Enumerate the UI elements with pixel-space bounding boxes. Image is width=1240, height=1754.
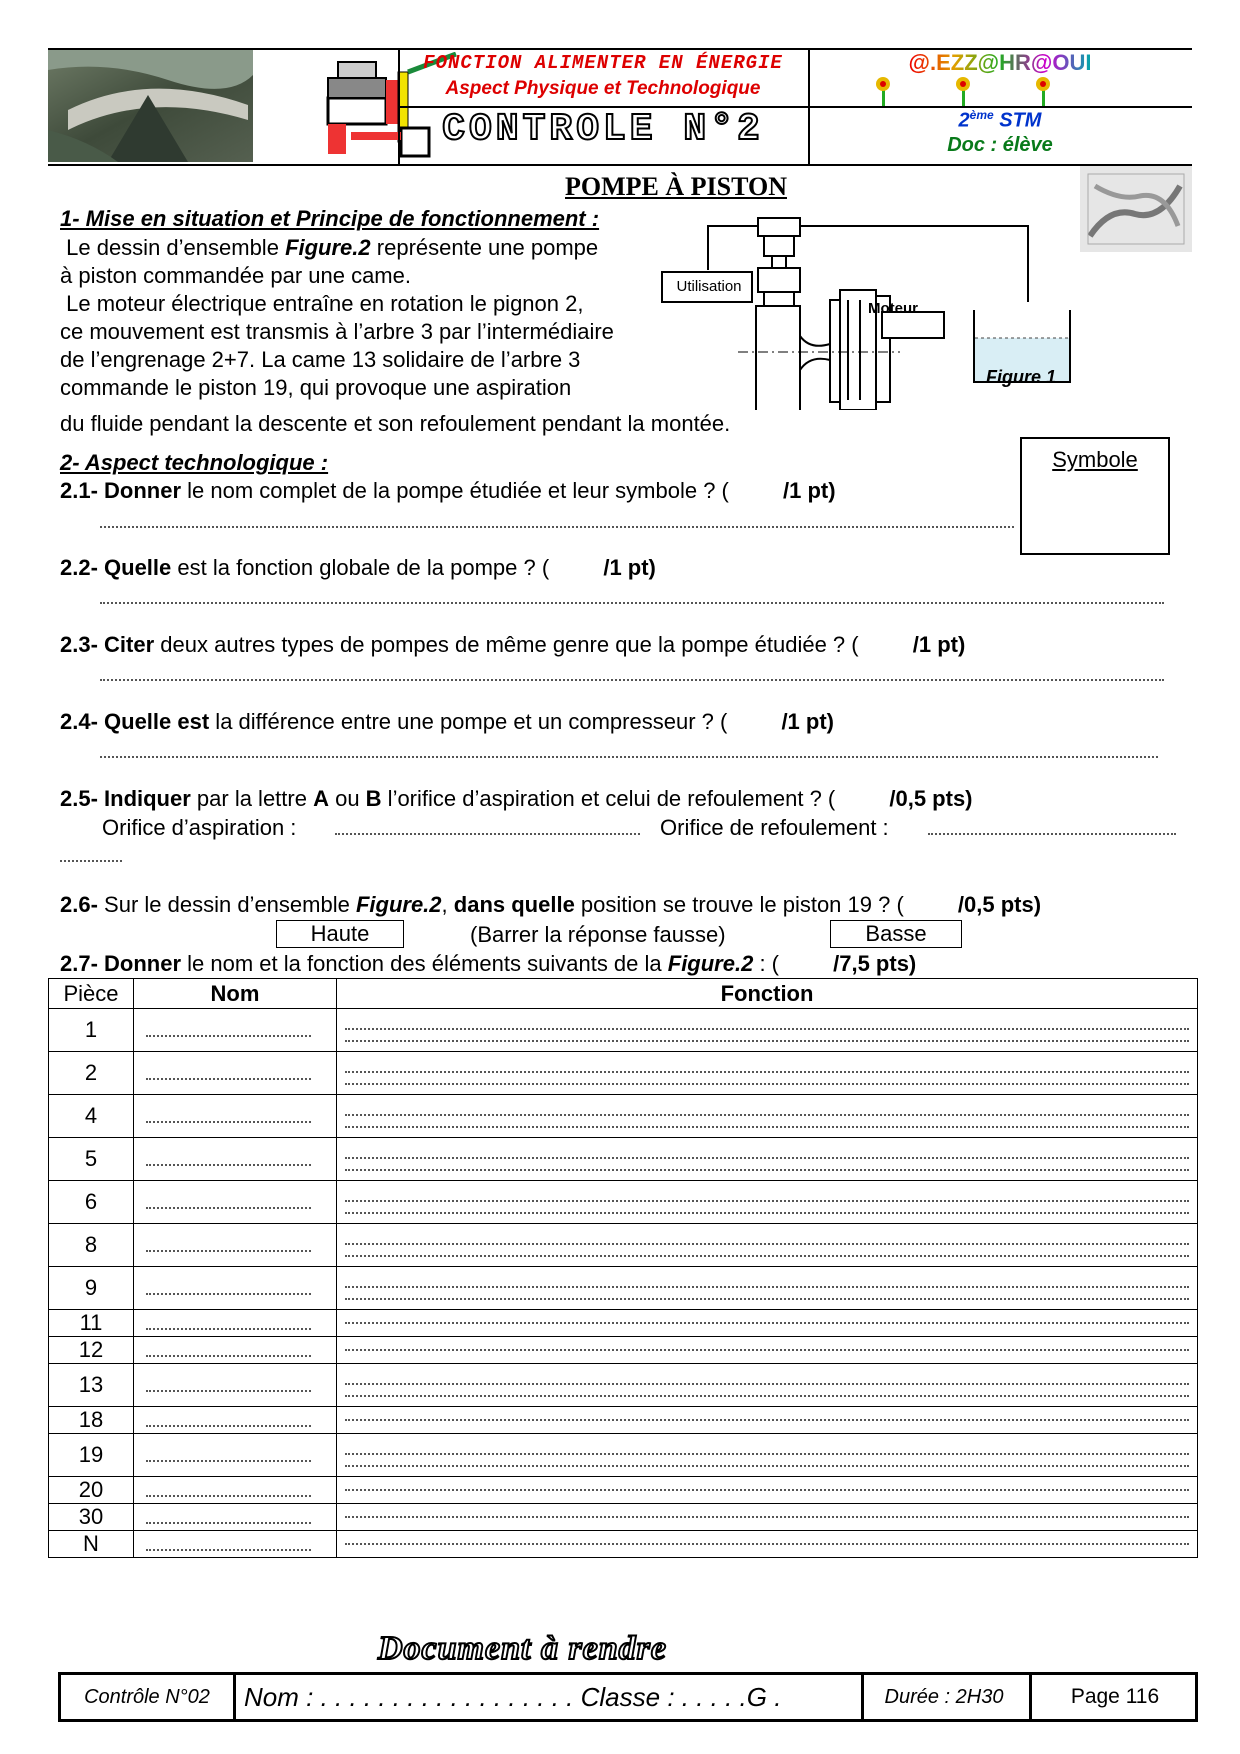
drawing-hands-image xyxy=(1080,166,1192,252)
q2-pts: /1 pt) xyxy=(603,555,656,580)
table-row xyxy=(49,1009,1198,1052)
fonction-field[interactable] xyxy=(337,1434,1198,1477)
s1-line-6: de l’engrenage 2+7. La came 13 solidaire de l’arbre 3 xyxy=(60,347,581,372)
q6-text3: position se trouve le piston 19 ? ( xyxy=(574,892,904,917)
nom-field[interactable] xyxy=(134,1267,337,1310)
table-row xyxy=(49,1181,1198,1224)
nom-field[interactable] xyxy=(134,1052,337,1095)
q3-num: 2.3- Citer xyxy=(60,632,155,657)
question-2-5 xyxy=(60,786,973,812)
table-row xyxy=(49,1052,1198,1095)
fonction-field[interactable] xyxy=(337,1009,1198,1052)
basse-option[interactable]: Basse xyxy=(830,920,962,948)
nom-field[interactable] xyxy=(134,1364,337,1407)
fonction-field[interactable] xyxy=(337,1504,1198,1531)
nom-field[interactable] xyxy=(134,1531,337,1558)
footer-page: Page 116 xyxy=(1029,1675,1198,1719)
barrer-hint: (Barrer la réponse fausse) xyxy=(470,922,726,947)
figure1-caption: Figure 1 xyxy=(986,367,1057,387)
table-row xyxy=(49,1434,1198,1477)
class-name: STM xyxy=(999,109,1042,132)
section2-heading: 2- Aspect technologique : xyxy=(60,450,329,475)
piece-number: 20 xyxy=(49,1477,134,1504)
footer-nom-classe[interactable]: Nom : . . . . . . . . . . . . . . . . . . Classe : . . . . .G . xyxy=(233,1675,864,1719)
q1-num: 2.1- Donner xyxy=(60,478,182,503)
answer-2-3[interactable] xyxy=(100,679,1164,681)
header-fonction: Fonction xyxy=(337,979,1198,1009)
class-sup: ème xyxy=(969,108,994,122)
s1-line-0: Le dessin d’ensemble xyxy=(66,235,279,260)
nom-field[interactable] xyxy=(134,1504,337,1531)
fonction-field[interactable] xyxy=(337,1310,1198,1337)
doc-type: Doc : élève xyxy=(947,134,1053,156)
q5-text3: l’orifice d’aspiration et celui de refoulement ? ( xyxy=(381,786,836,811)
q6-text1: Sur le dessin d’ensemble xyxy=(97,892,356,917)
question-2-6 xyxy=(60,892,1041,918)
s1-line-4: Le moteur électrique entraîne en rotation le pignon 2, xyxy=(66,291,584,316)
q6-fig: Figure.2 xyxy=(355,892,442,917)
table-row xyxy=(49,1364,1198,1407)
piece-number: 18 xyxy=(49,1407,134,1434)
q2-num: 2.2- Quelle xyxy=(60,555,172,580)
table-header-row xyxy=(49,979,1198,1009)
pieces-table xyxy=(48,978,1198,1558)
header-piece: Pièce xyxy=(49,979,134,1009)
class-level: 2 xyxy=(958,109,970,132)
q5-a: A xyxy=(313,786,329,811)
nom-field[interactable] xyxy=(134,1181,337,1224)
q2-text: est la fonction globale de la pompe ? ( xyxy=(171,555,550,580)
orifice-continuation[interactable] xyxy=(60,860,122,862)
author-text: @.EZZ@HR@OUI xyxy=(908,50,1092,75)
piece-number: 13 xyxy=(49,1364,134,1407)
fonction-field[interactable] xyxy=(337,1407,1198,1434)
table-row xyxy=(49,1138,1198,1181)
dam-photo xyxy=(48,50,253,162)
nom-field[interactable] xyxy=(134,1224,337,1267)
piece-number: N xyxy=(49,1531,134,1558)
footer-bar xyxy=(58,1672,1198,1722)
orifice-refoulement-label: Orifice de refoulement : xyxy=(660,815,889,840)
moteur-label: Moteur xyxy=(868,300,918,317)
nom-field[interactable] xyxy=(134,1310,337,1337)
fonction-field[interactable] xyxy=(337,1364,1198,1407)
answer-2-1[interactable] xyxy=(100,526,1014,528)
nom-field[interactable] xyxy=(134,1434,337,1477)
fonction-field[interactable] xyxy=(337,1181,1198,1224)
function-title: FONCTION ALIMENTER EN ÉNERGIE xyxy=(423,52,783,74)
table-row xyxy=(49,1477,1198,1504)
table-row xyxy=(49,1310,1198,1337)
piece-number: 30 xyxy=(49,1504,134,1531)
fonction-field[interactable] xyxy=(337,1337,1198,1364)
s1-line-8: du fluide pendant la descente et son refoulement pendant la montée. xyxy=(60,411,731,436)
q5-text2: ou xyxy=(328,786,366,811)
table-row xyxy=(49,1531,1198,1558)
piece-number: 19 xyxy=(49,1434,134,1477)
table-row xyxy=(49,1504,1198,1531)
footer-controle: Contrôle N°02 xyxy=(84,1685,210,1708)
fonction-field[interactable] xyxy=(337,1138,1198,1181)
piece-number: 8 xyxy=(49,1224,134,1267)
nom-field[interactable] xyxy=(134,1009,337,1052)
q3-pts: /1 pt) xyxy=(912,632,966,657)
symbol-label: Symbole xyxy=(1052,447,1138,472)
q6-bold2: dans quelle xyxy=(453,892,575,917)
answer-2-4[interactable] xyxy=(100,756,1158,758)
s1-figure-ref: Figure.2 xyxy=(285,235,371,260)
page-title: POMPE À PISTON xyxy=(565,172,787,201)
q7-text: le nom et la fonction des éléments suivants de la xyxy=(181,951,668,976)
aspect-subtitle: Aspect Physique et Technologique xyxy=(445,78,761,99)
q7-pts: /7,5 pts) xyxy=(833,951,917,976)
document-a-rendre: Document à rendre xyxy=(378,1630,667,1667)
q4-num: 2.4- Quelle est xyxy=(60,709,210,734)
table-row xyxy=(49,1407,1198,1434)
question-2-1 xyxy=(60,478,836,504)
table-body xyxy=(49,1009,1198,1558)
q5-num: 2.5- Indiquer xyxy=(60,786,191,811)
section1-heading: 1- Mise en situation et Principe de fonctionnement : xyxy=(60,206,600,231)
header-nom: Nom xyxy=(134,979,337,1009)
fonction-field[interactable] xyxy=(337,1267,1198,1310)
q1-text: le nom complet de la pompe étudiée et leur symbole ? ( xyxy=(181,478,729,503)
nom-field[interactable] xyxy=(134,1407,337,1434)
q3-text: deux autres types de pompes de même genre que la pompe étudiée ? ( xyxy=(154,632,859,657)
orifice-refoulement-answer[interactable] xyxy=(928,833,1176,835)
piece-number: 11 xyxy=(49,1310,134,1337)
answer-2-2[interactable] xyxy=(100,602,1164,604)
q5-text1: par la lettre xyxy=(190,786,314,811)
s1-line-2: représente une pompe xyxy=(376,235,599,260)
orifice-aspiration-label: Orifice d’aspiration : xyxy=(102,815,297,840)
fonction-field[interactable] xyxy=(337,1224,1198,1267)
author-name xyxy=(808,50,1192,76)
haute-option[interactable]: Haute xyxy=(276,920,404,948)
fonction-field[interactable] xyxy=(337,1531,1198,1558)
q5-b: B xyxy=(365,786,382,811)
q7-text2: : ( xyxy=(753,951,779,976)
q7-num: 2.7- Donner xyxy=(60,951,182,976)
footer-duree: Durée : 2H30 xyxy=(861,1675,1024,1719)
q4-pts: /1 pt) xyxy=(781,709,834,734)
piece-number: 6 xyxy=(49,1181,134,1224)
s1-line-7: commande le piston 19, qui provoque une aspiration xyxy=(60,375,572,400)
question-2-7 xyxy=(60,951,916,977)
q5-pts: /0,5 pts) xyxy=(889,786,973,811)
fonction-field[interactable] xyxy=(337,1477,1198,1504)
question-2-3 xyxy=(60,632,965,658)
q7-fig: Figure.2 xyxy=(667,951,754,976)
nom-field[interactable] xyxy=(134,1138,337,1181)
piece-number: 4 xyxy=(49,1095,134,1138)
piece-number: 12 xyxy=(49,1337,134,1364)
flowers-icon xyxy=(868,76,1068,106)
piece-number: 2 xyxy=(49,1052,134,1095)
header-table xyxy=(48,48,1192,166)
piece-number: 5 xyxy=(49,1138,134,1181)
piece-number: 9 xyxy=(49,1267,134,1310)
q4-text: la différence entre une pompe et un compresseur ? ( xyxy=(209,709,728,734)
s1-line-5: ce mouvement est transmis à l’arbre 3 par l’intermédiaire xyxy=(60,319,614,344)
controle-title: CONTROLE N°2 xyxy=(442,108,764,151)
fonction-field[interactable] xyxy=(337,1095,1198,1138)
s1-line-3: à piston commandée par une came. xyxy=(60,263,411,288)
fonction-field[interactable] xyxy=(337,1052,1198,1095)
q6-text2: , xyxy=(441,892,454,917)
section1-text xyxy=(60,234,700,402)
table-row xyxy=(49,1095,1198,1138)
table-row xyxy=(49,1337,1198,1364)
nom-field[interactable] xyxy=(134,1337,337,1364)
table-row xyxy=(49,1224,1198,1267)
question-2-4 xyxy=(60,709,834,735)
q6-pts: /0,5 pts) xyxy=(957,892,1042,917)
class-label xyxy=(808,108,1192,133)
question-2-2 xyxy=(60,555,656,581)
piece-number: 1 xyxy=(49,1009,134,1052)
utilisation-label: Utilisation xyxy=(676,278,742,295)
table-row xyxy=(49,1267,1198,1310)
nom-field[interactable] xyxy=(134,1095,337,1138)
symbol-box[interactable] xyxy=(1020,437,1170,555)
nom-field[interactable] xyxy=(134,1477,337,1504)
q1-pts: /1 pt) xyxy=(783,478,836,503)
orifice-aspiration-answer[interactable] xyxy=(335,833,640,835)
q6-num: 2.6- xyxy=(60,892,98,917)
